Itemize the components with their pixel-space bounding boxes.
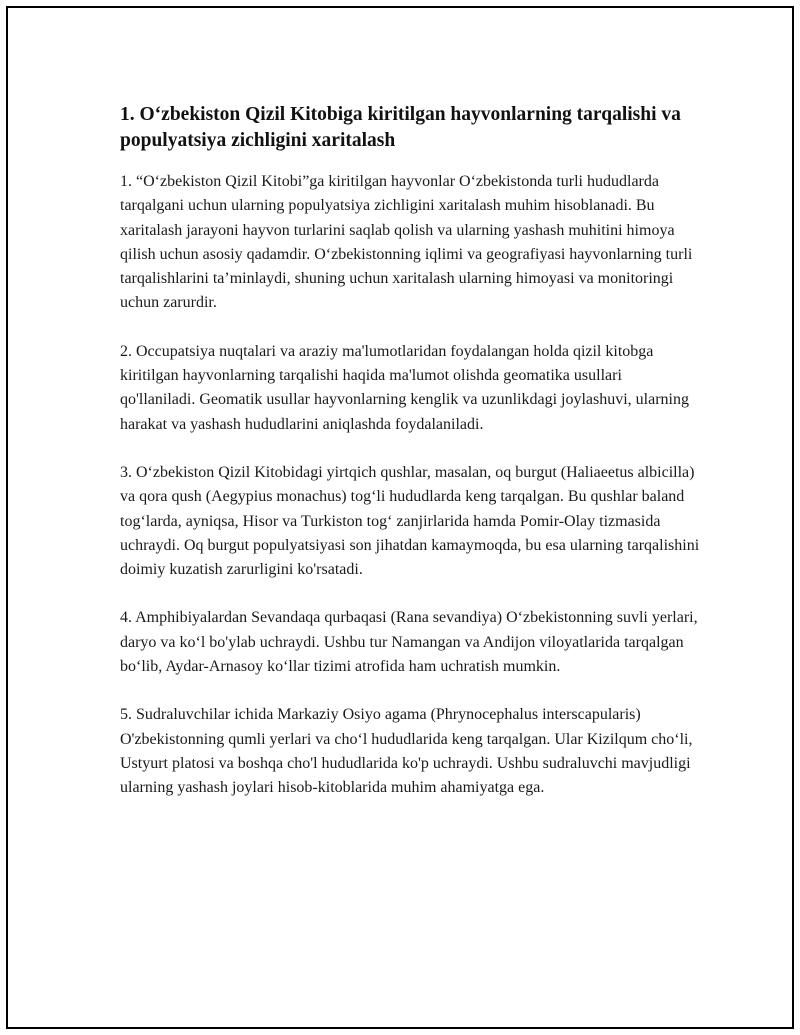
paragraph-2: 2. Occupatsiya nuqtalari va araziy ma'lumotlaridan foydalangan holda qizil kitobga kiritilgan hayvonlarning tarqalishi haqida ma'lumot olishda geomatika usullari qo'llaniladi. Geomatik usullar hayvonlarning kenglik va uzunlikdagi joylashuvi, ularning harakat va yashash hududlarini aniqlashda foydalaniladi. (120, 342, 689, 433)
paragraph-4: 4. Amphibiyalardan Sevandaqa qurbaqasi (Rana sevandiya) O‘zbekistonning suvli yerlari, daryo va ko‘l bo'ylab uchraydi. Ushbu tur Namangan va Andijon viloyatlarida tarqalgan bo‘lib, Aydar-Arnasoy ko‘llar tizimi atrofida ham uchratish mumkin. (120, 609, 698, 676)
document-title: 1. O‘zbekiston Qizil Kitobiga kiritilgan hayvonlarning tarqalishi va populyatsiya zichligini xaritalash (120, 104, 681, 151)
paragraph-5: 5. Sudraluvchilar ichida Markaziy Osiyo agama (Phrynocephalus interscapularis) O'zbekistonning qumli yerlari va cho‘l hududlarida keng tarqalgan. Ular Kizilqum cho‘li, Ustyurt platosi va boshqa cho'l hududlarida ko'p uchraydi. Ushbu sudraluvchi mavjudligi ularning yashash joylari hisob-kitoblarida muhim ahamiyatga ega. (120, 706, 693, 797)
paragraph-1: 1. “O‘zbekiston Qizil Kitobi”ga kiritilgan hayvonlar O‘zbekistonda turli hududlarda tarqalgani uchun ularning populyatsiya zichligini xaritalash muhim hisoblanadi. Bu xaritalash jarayoni hayvon turlarini saqlab qolish va ularning yashash muhitini himoya qilish uchun asosiy qadamdir. O‘zbekistonning iqlimi va geografiyasi hayvonlarning turli tarqalishlarini ta’minlaydi, shuning uchun xaritalash ularning himoyasi va monitoringi uchun zarurdir. (120, 173, 693, 312)
document-body (120, 102, 700, 825)
page-border (6, 6, 794, 1029)
paragraph-3: 3. O‘zbekiston Qizil Kitobidagi yirtqich qushlar, masalan, oq burgut (Haliaeetus albicilla) va qora qush (Aegypius monachus) tog‘li hududlarda keng tarqalgan. Bu qushlar baland tog‘larda, ayniqsa, Hisor va Turkiston tog‘ zanjirlarida hamda Pomir-Olay tizmasida uchraydi. Oq burgut populyatsiyasi son jihatdan kamaymoqda, bu esa ularning tarqalishini doimiy kuzatish zarurligini ko'rsatadi. (120, 463, 700, 579)
